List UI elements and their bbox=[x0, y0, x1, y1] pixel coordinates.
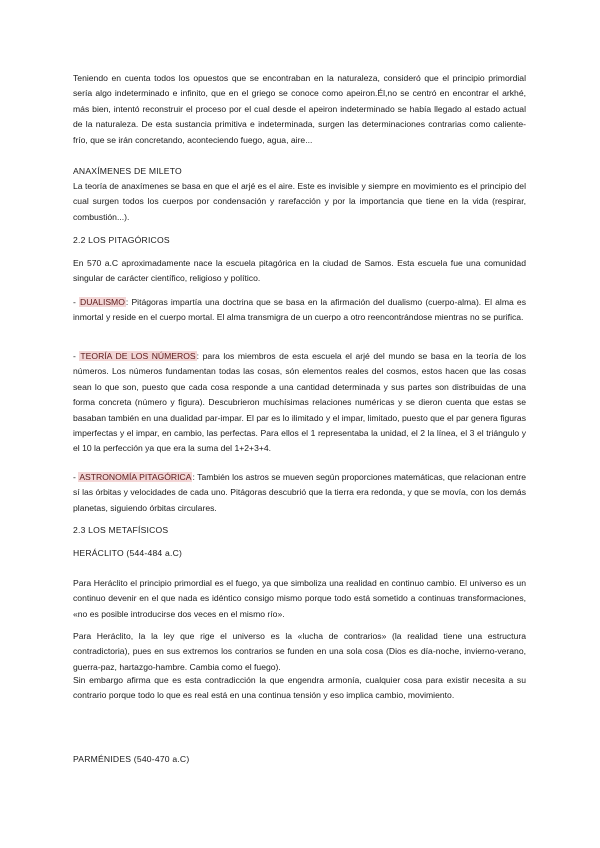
intro-paragraph: Teniendo en cuenta todos los opuestos que se encontraban en la naturaleza, consideró que el principio primordial sería algo indeterminado e infinito, que en el griego se conoce como apeiron.Él,no se centró en encontrar el arkhé, más bien, intentó reconstruir el proceso por el cual desde el apeiron indeterminado se había llegado al estado actual de la naturaleza. De esta sustancia primitiva e indeterminada, surgen las determinaciones contrarias como caliente-frío, que se irán concretando, aconteciendo fuego, agua, aire... bbox=[73, 73, 526, 145]
astronomia-paragraph bbox=[73, 470, 526, 516]
astronomia-prefix: - bbox=[73, 472, 79, 482]
numeros-prefix: - bbox=[73, 351, 80, 361]
numeros-text: : para los miembros de esta escuela el arjé del mundo se basa en la teoría de los números. Los números fundamentan todas las cosas, són elementos reales del cosmos, estos hacen que las cosas sean lo que son, puesto que cada cosa responde a una cantidad determinada y sus partes son distribuidas de una forma concreta (número y figura). Descubrieron muchísimas relaciones numéricas y se dieron cuenta que estas se basaban también en una dualidad par-impar. El par es lo ilimitado y el impar, limitado, puesto que el par genera figuras imperfectas y el impar, en cambio, las perfectas. Para ellos el 1 representaba la unidad, el 2 la línea, el 3 el triángulo y el 10 la perfección ya que era la suma del 1+2+3+4. bbox=[73, 351, 526, 454]
numeros-term: TEORÍA DE LOS NÚMEROS bbox=[80, 351, 196, 361]
heraclito-paragraph-1: Para Heráclito el principio primordial es el fuego, ya que simboliza una realidad en continuo cambio. El universo es un continuo devenir en el que nada es idéntico consigo mismo porque todo está sometido a continuas transformaciones, «no es posible introducirse dos veces en el mismo río». bbox=[73, 578, 526, 619]
anaximenes-heading: ANAXÍMENES DE MILETO bbox=[73, 166, 182, 176]
heraclito-paragraph-3: Sin embargo afirma que es esta contradicción la que engendra armonía, cualquier cosa para existir necesita a su contrario porque todo lo que es real está en una continua tensión y eso implica cambio, movimiento. bbox=[73, 675, 526, 701]
dualismo-paragraph bbox=[73, 295, 526, 326]
anaximenes-paragraph: La teoría de anaxímenes se basa en que el arjé es el aire. Este es invisible y siempre en movimiento es el principio del cual surgen todos los cuerpos por condensación y rarefacción y por la importancia que tiene en la vida (respirar, combustión...). bbox=[73, 181, 526, 222]
parmenides-heading: PARMÉNIDES (540-470 a.C) bbox=[73, 754, 190, 764]
astronomia-term: ASTRONOMÍA PITAGÓRICA bbox=[79, 472, 192, 482]
numeros-paragraph bbox=[73, 349, 526, 457]
pitagoricos-intro: En 570 a.C aproximadamente nace la escuela pitagórica en la ciudad de Samos. Esta escuela fue una comunidad singular de carácter científico, religioso y político. bbox=[73, 258, 526, 284]
heraclito-paragraph-2: Para Heráclito, la la ley que rige el universo es la «lucha de contrarios» (la realidad tiene una estructura contradictoria), pues en sus extremos los contrarios se funden en una sola cosa (Dios es día-noche, invierno-verano, guerra-paz, hartazgo-hambre. Cambia como el fuego). bbox=[73, 631, 526, 672]
pitagoricos-heading: 2.2 LOS PITAGÓRICOS bbox=[73, 235, 170, 245]
heraclito-heading: HERÁCLITO (544-484 a.C) bbox=[73, 548, 183, 558]
dualismo-prefix: - bbox=[73, 297, 80, 307]
astronomia-text: : También los astros se mueven según proporciones matemáticas, que relacionan entre sí las órbitas y velocidades de cada uno. Pitágoras descubrió que la tierra era redonda, y que se movía, con los demás planetas, siguiendo órbitas circulares. bbox=[73, 472, 526, 513]
dualismo-text: : Pitágoras impartía una doctrina que se basa en la afirmación del dualismo (cuerpo-alma). El alma es inmortal y reside en el cuerpo mortal. El alma transmigra de un cuerpo a otro reencontrándose mientras no se purifica. bbox=[73, 297, 526, 323]
dualismo-term: DUALISMO bbox=[80, 297, 125, 307]
metafisicos-heading: 2.3 LOS METAFÍSICOS bbox=[73, 525, 169, 535]
